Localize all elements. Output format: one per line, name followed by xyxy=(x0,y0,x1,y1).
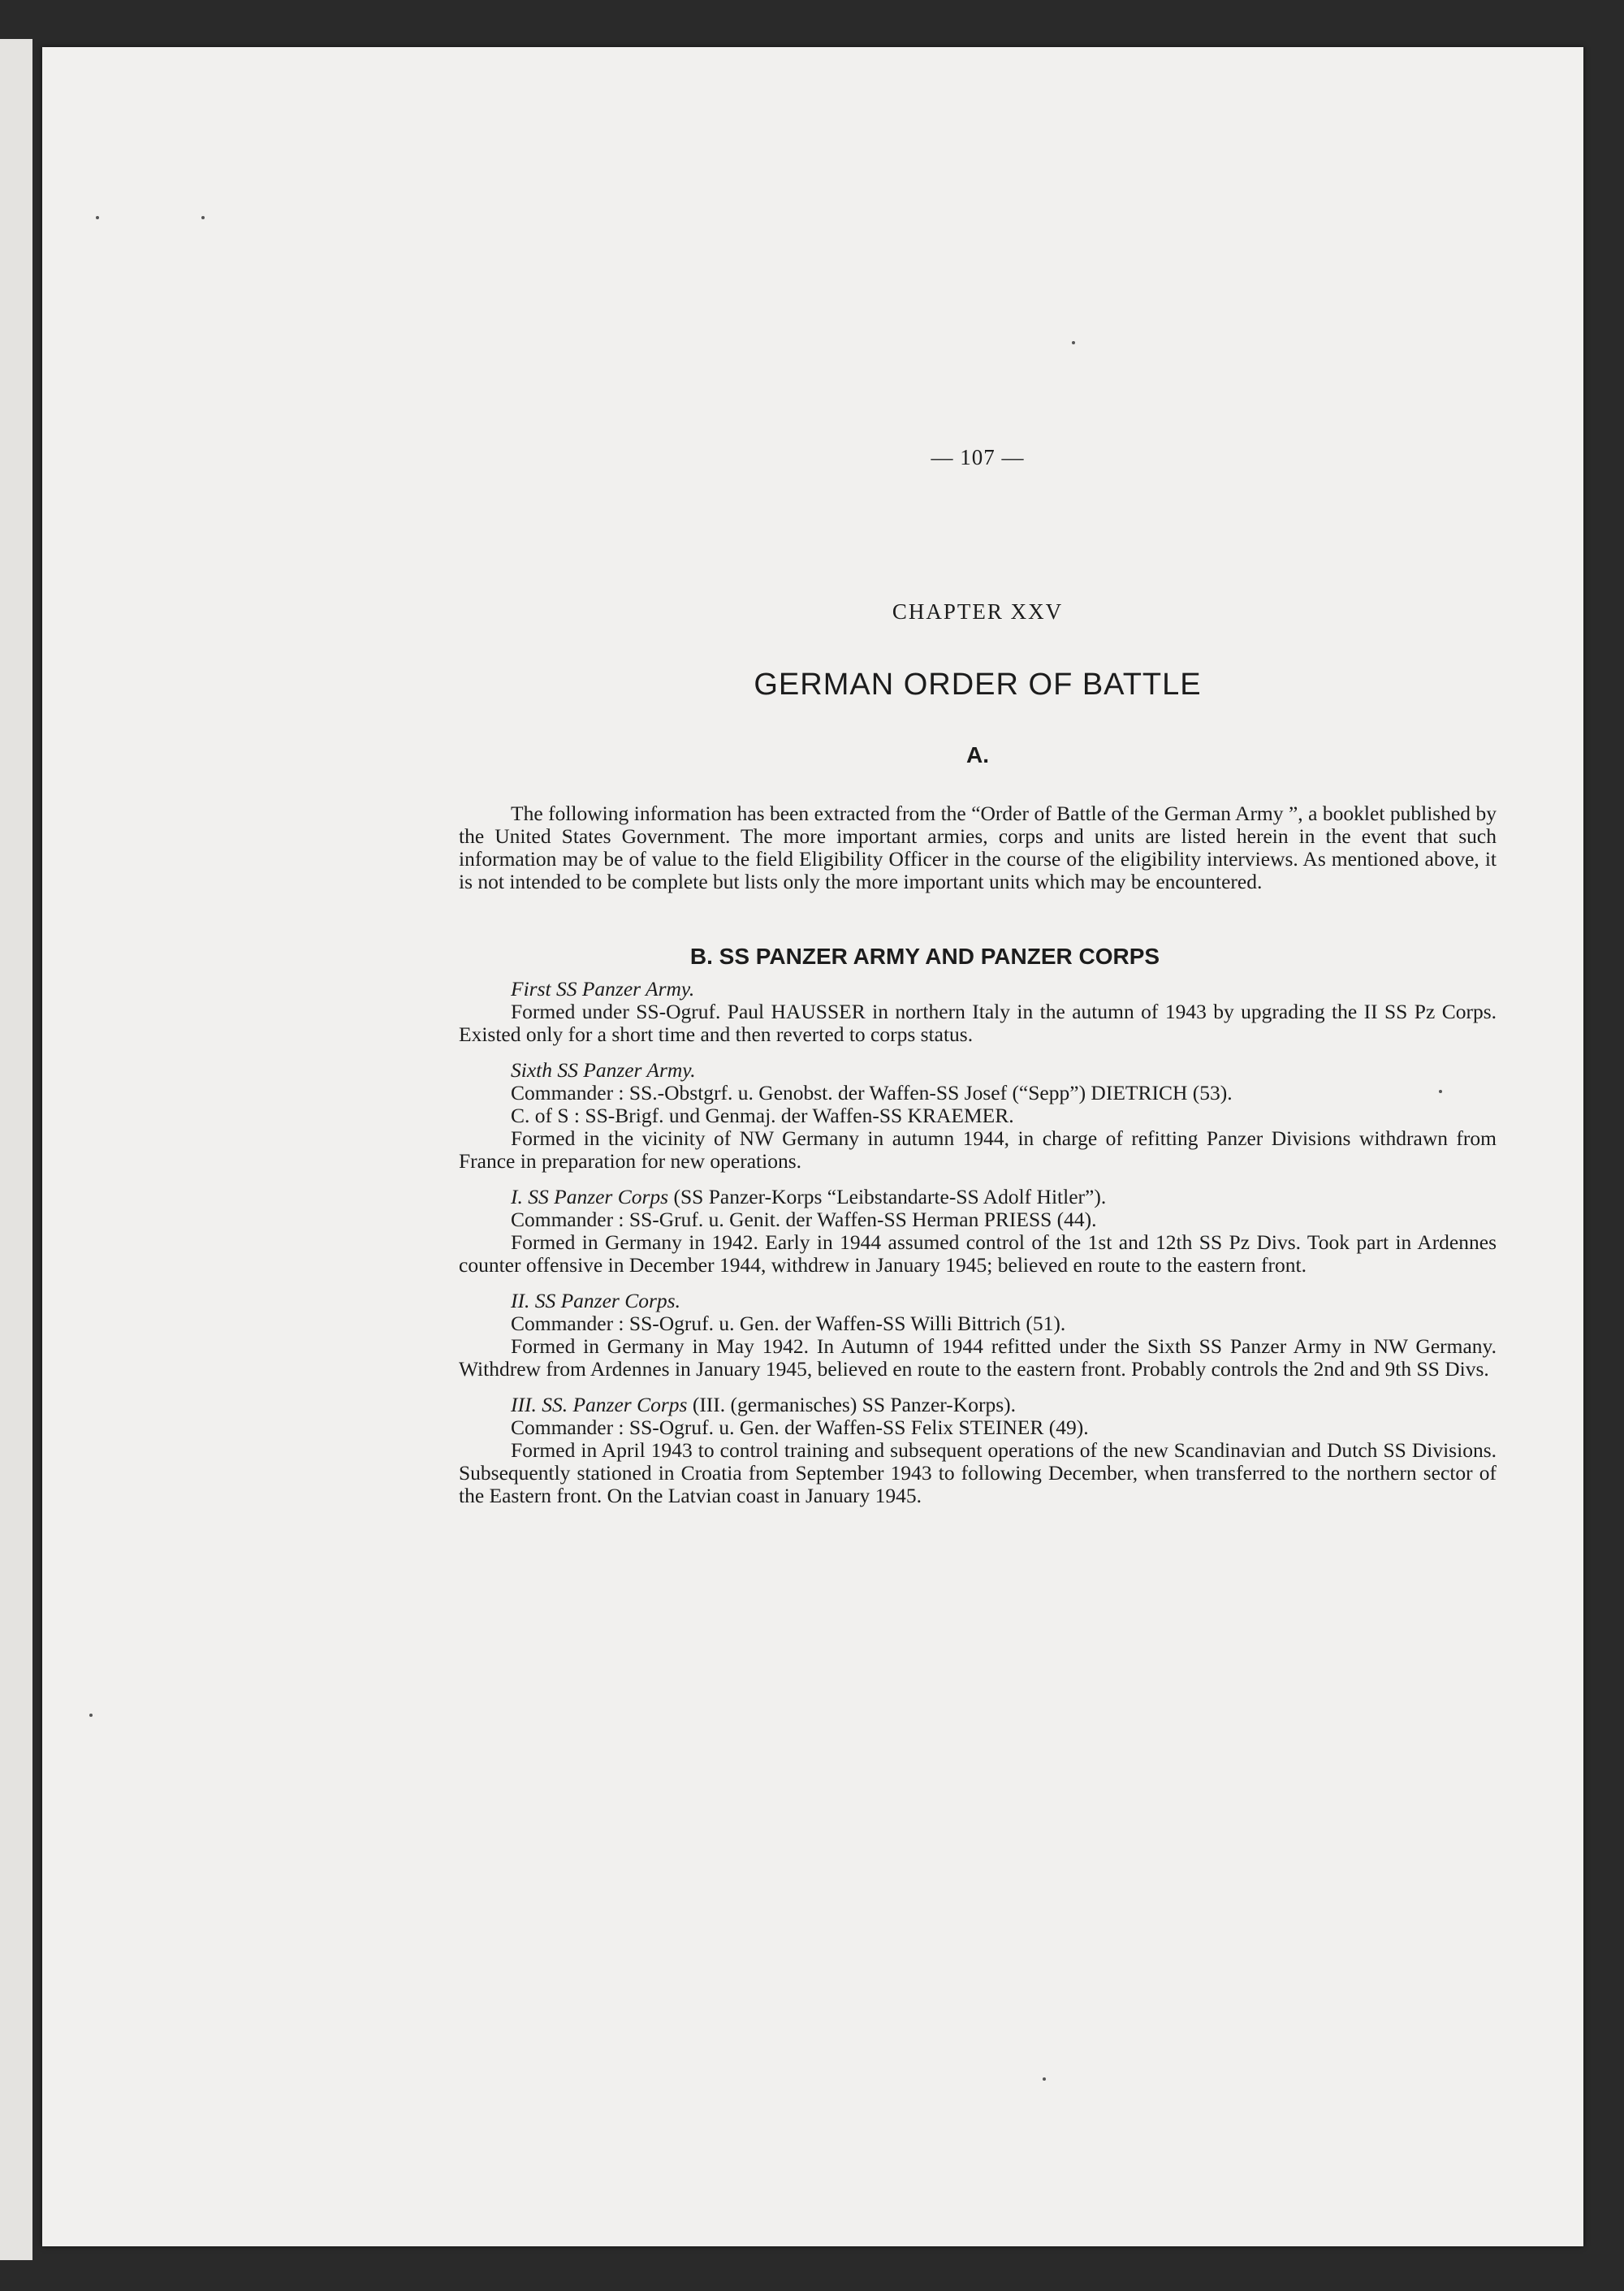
unit-title-italic: First SS Panzer Army. xyxy=(511,977,695,1001)
unit-paragraph: Formed in the vicinity of NW Germany in autumn 1944, in charge of refitting Panzer Divisions withdrawn from France in preparation for new operations. xyxy=(459,1126,1497,1173)
unit-title xyxy=(459,1394,1497,1416)
unit-paragraph: Formed in April 1943 to control training and subsequent operations of the new Scandinavian and Dutch SS Divisions. Subsequently stationed in Croatia from September 1943 to following December, when transferred to the northern sector of the Eastern front. On the Latvian coast in January 1945. xyxy=(459,1438,1497,1507)
document-title: GERMAN ORDER OF BATTLE xyxy=(754,668,1202,702)
unit-title-italic: III. SS. Panzer Corps xyxy=(511,1393,688,1416)
chapter-heading: CHAPTER XXV xyxy=(892,599,1064,624)
adjacent-page-edge xyxy=(0,39,32,2260)
unit-paragraph: Formed under SS-Ogruf. Paul HAUSSER in northern Italy in the autumn of 1943 by upgrading the II SS Pz Corps. Existed only for a short time and then reverted to corps status. xyxy=(459,1000,1497,1046)
unit-entry xyxy=(459,1059,1497,1173)
unit-paragraph: Formed in Germany in 1942. Early in 1944 assumed control of the 1st and 12th SS Pz Divs. Took part in Ardennes counter offensive in December 1944, withdrew in January 1945; believed en route to the eastern front. xyxy=(459,1230,1497,1277)
paper-speck xyxy=(89,1714,93,1717)
unit-title-suffix: (SS Panzer-Korps “Leibstandarte-SS Adolf Hitler”). xyxy=(668,1185,1107,1208)
unit-title xyxy=(459,1290,1497,1312)
unit-entry xyxy=(459,978,1497,1046)
section-b-heading: B. SS PANZER ARMY AND PANZER CORPS xyxy=(689,944,1160,969)
paper-speck xyxy=(201,216,205,219)
unit-title xyxy=(459,978,1497,1001)
unit-title-italic: Sixth SS Panzer Army. xyxy=(511,1058,696,1082)
unit-list xyxy=(459,978,1497,1507)
unit-paragraph: Commander : SS.-Obstgrf. u. Genobst. der Waffen-SS Josef (“Sepp”) DIETRICH (53). xyxy=(511,1081,1233,1104)
unit-title-suffix: (III. (germanisches) SS Panzer-Korps). xyxy=(687,1393,1016,1416)
paper-speck xyxy=(1072,341,1075,344)
paper-speck xyxy=(1043,2077,1046,2081)
unit-commander-line: Commander : SS-Gruf. u. Genit. der Waffen-SS Herman PRIESS (44). xyxy=(511,1208,1097,1231)
unit-paragraph: Formed in Germany in May 1942. In Autumn of 1944 refitted under the Sixth SS Panzer Army in NW Germany. Withdrew from Ardennes in January 1945, believed en route to the eastern front. Probably controls the 2nd and 9th SS Divs. xyxy=(459,1334,1497,1381)
unit-title-italic: II. SS Panzer Corps. xyxy=(511,1289,680,1312)
unit-title xyxy=(459,1059,1497,1082)
unit-entry xyxy=(459,1394,1497,1507)
unit-commander-line: Commander : SS-Ogruf. u. Gen. der Waffen-SS Willi Bittrich (51). xyxy=(511,1312,1066,1335)
unit-entry xyxy=(459,1186,1497,1277)
unit-entry xyxy=(459,1290,1497,1381)
paper-speck xyxy=(96,216,99,219)
unit-commander-line: Commander : SS-Ogruf. u. Gen. der Waffen-SS Felix STEINER (49). xyxy=(511,1416,1089,1439)
section-a-label: A. xyxy=(966,742,989,767)
unit-title xyxy=(459,1186,1497,1208)
page-number: — 107 — xyxy=(931,445,1025,469)
unit-title-italic: I. SS Panzer Corps xyxy=(511,1185,669,1208)
intro-paragraph: The following information has been extracted from the “Order of Battle of the German Army ”, a booklet published by the United States Government. The more important armies, corps and units are listed herein in the event that such information may be of value to the field Eligibility Officer in the course of the eligibility interviews. As mentioned above, it is not intended to be complete but lists only the more important units which may be encountered. xyxy=(459,802,1497,893)
page-text xyxy=(459,445,1497,1507)
unit-paragraph: C. of S : SS-Brigf. und Genmaj. der Waffen-SS KRAEMER. xyxy=(511,1104,1014,1127)
